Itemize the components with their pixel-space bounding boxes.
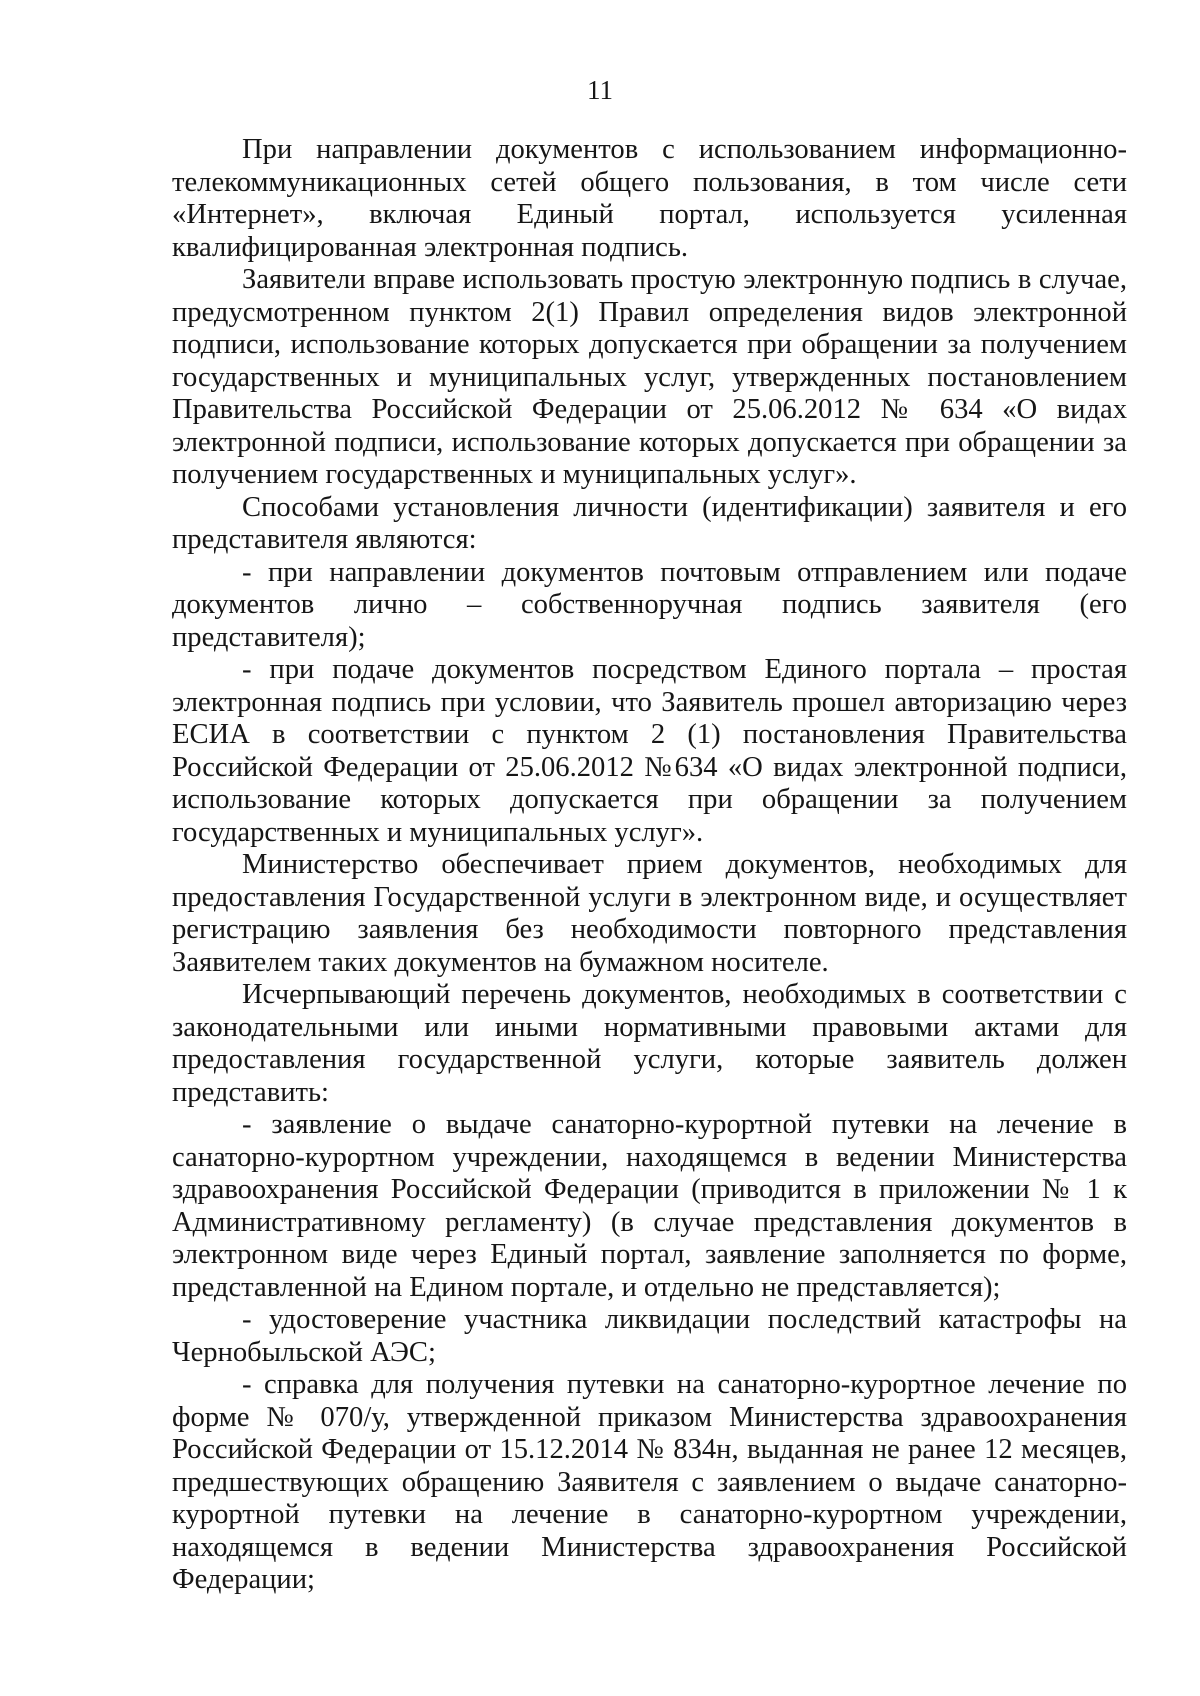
document-body [172, 134, 1127, 1597]
list-item-chernobyl-certificate: - удостоверение участника ликвидации последствий катастрофы на Чернобыльской АЭС; [172, 1304, 1127, 1368]
list-item-portal-submission: - при подаче документов посредством Единого портала – простая электронная подпись при условии, что Заявитель прошел авторизацию через ЕСИА в соответствии с пунктом 2 (1) постановления Правительства Российской Федерации от 25.06.2012 №634 «О видах электронной подписи, использование которых допускается при обращении за получением государственных и муниципальных услуг». [172, 654, 1127, 848]
paragraph-identification-methods: Способами установления личности (идентификации) заявителя и его представителя являются: [172, 491, 1127, 555]
paragraph-simple-signature: Заявители вправе использовать простую электронную подпись в случае, предусмотренном пунктом 2(1) Правил определения видов электронной подписи, использование которых допускается при обращении за получением государственных и муниципальных услуг, утвержденных постановлением Правительства Российской Федерации от 25.06.2012 № 634 «О видах электронной подписи, использование которых допускается при обращении за получением государственных и муниципальных услуг». [172, 264, 1127, 490]
paragraph-signature-requirement: При направлении документов с использованием информационно-телекоммуникационных сетей общего пользования, в том числе сети «Интернет», включая Единый портал, используется усиленная квалифицированная электронная подпись. [172, 134, 1127, 263]
list-item-application: - заявление о выдаче санаторно-курортной путевки на лечение в санаторно-курортном учреждении, находящемся в ведении Министерства здравоохранения Российской Федерации (приводится в приложении № 1 к Административному регламенту) (в случае представления документов в электронном виде через Единый портал, заявление заполняется по форме, представленной на Едином портале, и отдельно не представляется); [172, 1109, 1127, 1303]
paragraph-ministry-reception: Министерство обеспечивает прием документов, необходимых для предоставления Государственной услуги в электронном виде, и осуществляет регистрацию заявления без необходимости повторного представления Заявителем таких документов на бумажном носителе. [172, 849, 1127, 978]
paragraph-document-list-intro: Исчерпывающий перечень документов, необходимых в соответствии с законодательными или иными нормативными правовыми актами для предоставления государственной услуги, которые заявитель должен представить: [172, 979, 1127, 1108]
page-number: 11 [587, 75, 613, 105]
list-item-postal-submission: - при направлении документов почтовым отправлением или подаче документов лично – собственноручная подпись заявителя (его представителя); [172, 556, 1127, 653]
list-item-medical-certificate: - справка для получения путевки на санаторно-курортное лечение по форме № 070/у, утвержденной приказом Министерства здравоохранения Российской Федерации от 15.12.2014 № 834н, выданная не ранее 12 месяцев, предшествующих обращению Заявителя с заявлением о выдаче санаторно-курортной путевки на лечение в санаторно-курортном учреждении, находящемся в ведении Министерства здравоохранения Российской Федерации; [172, 1369, 1127, 1595]
